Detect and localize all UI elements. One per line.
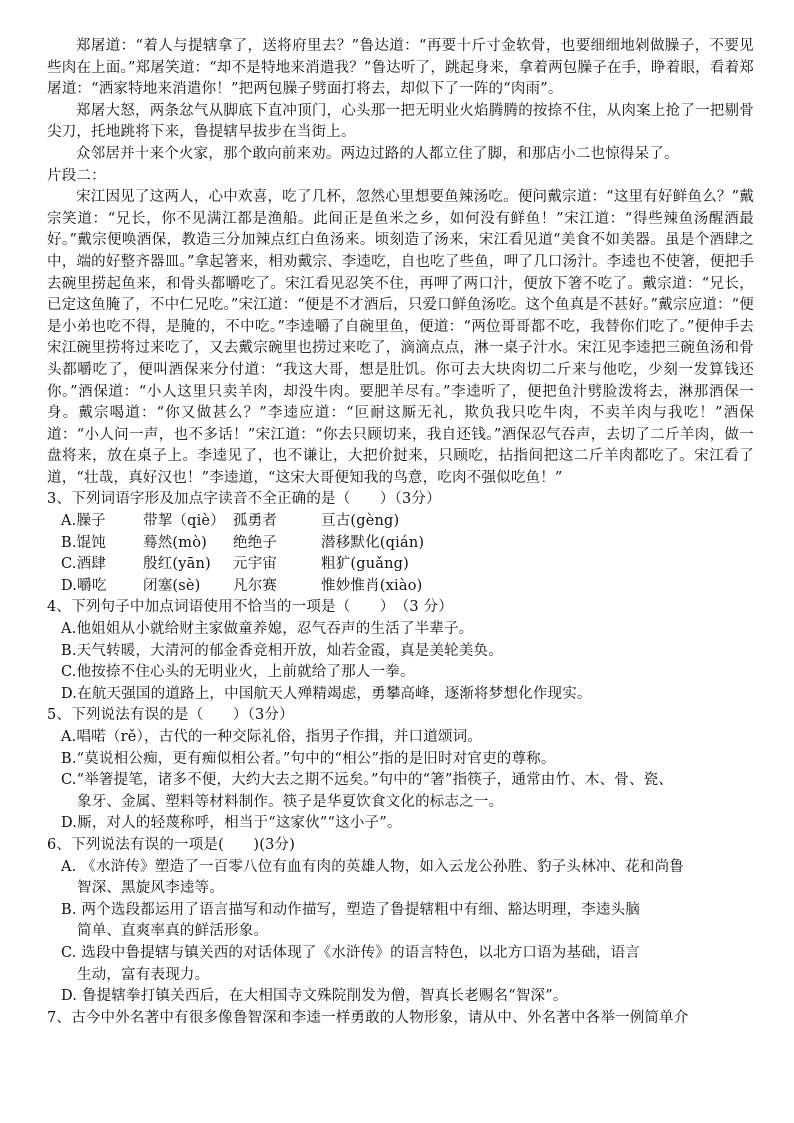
question-5-option-c: C.“举箸提笔，诸多不便，大约大去之期不远矣。”句中的“箸”指筷子，通常由竹、木、骨、瓷、 (61, 772, 674, 789)
question-5-stem: 5、下列说法有误的是（ ）（3分） (47, 707, 294, 724)
question-4-option-b: B.天气转暖，大清河的郁金香竞相开放，灿若金霞，真是美轮美奂。 (61, 642, 503, 659)
question-4-stem: 4、下列句子中加点词语使用不恰当的一项是（ ） （3 分） (47, 599, 454, 616)
passage-paragraph-3: 众邻居并十来个火家，那个敢向前来劝。两边过路的人都立住了脚，和那店小二也惊得呆了。 (76, 145, 679, 162)
question-5-option-d: D.厮，对人的轻蔑称呼，相当于“这家伙”“这小子”。 (61, 815, 402, 832)
question-6-option-d: D. 鲁提辖拳打镇关西后，在大相国寺文殊院削发为僧，智真长老赐名“智深”。 (61, 988, 568, 1005)
fragment-2-label: 片段二： (47, 167, 106, 184)
passage-paragraph-2: 郑屠大怒，两条忿气从脚底下直冲顶门，心头那一把无明业火焰腾腾的按捺不住，从肉案上抢了一把剔骨尖刀，托地跳将下来，鲁提辖早拔步在当街上。 (47, 102, 754, 141)
question-3-option-a: A.臊子 带挈（qiè） 孤勇者 亘古(gèng) (61, 513, 400, 530)
question-6-option-c: C. 选段中鲁提辖与镇关西的对话体现了《水浒传》的语言特色，以北方口语为基础，语言 (61, 944, 640, 961)
question-3-option-b: B.馄饨 蓦然(mò) 绝绝子 潜移默化(qián) (61, 534, 425, 551)
question-6 (47, 835, 754, 1008)
question-5 (47, 705, 754, 835)
question-5-option-a: A.唱喏（rě），古代的一种交际礼俗，指男子作揖，并口道颂词。 (61, 729, 483, 745)
question-4-option-d: D.在航天强国的道路上，中国航天人殚精竭虑，勇攀高峰，逐渐将梦想化作现实。 (61, 685, 592, 702)
question-5-option-c-continued: 象牙、金属、塑料等材料制作。筷子是华夏饮食文化的标志之一。 (77, 793, 504, 810)
question-6-stem: 6、下列说法有误的一项是( )(3分) (47, 836, 296, 853)
question-3-stem: 3、下列词语字形及加点字读音不全正确的是（ ）（3分） (47, 491, 441, 508)
question-6-option-c-continued: 生动，富有表现力。 (77, 966, 210, 983)
question-3 (47, 489, 754, 597)
passage-paragraph-4: 宋江因见了这两人，心中欢喜，吃了几杯，忽然心里想要鱼辣汤吃。便问戴宗道：“这里有好鲜鱼么？”戴宗笑道：“兄长，你不见满江都是渔船。此间正是鱼米之乡，如何没有鲜鱼！”宋江道：“得些辣鱼汤醒酒最好。”戴宗便唤酒保，教造三分加辣点红白鱼汤来。顷刻造了汤来，宋江看见道“美食不如美器。虽是个酒肆之中，端的好整齐器皿。”拿起箸来，相劝戴宗、李逵吃，自也吃了些鱼，呷了几口汤汁。李逵也不使箸，便把手去碗里捞起鱼来，和骨头都嚼吃了。宋江看见忍笑不住，再呷了两口汁，便放下箸不吃了。戴宗道：“兄长，已定这鱼腌了，不中仁兄吃。”宋江道：“便是不才酒后，只爱口鲜鱼汤吃。这个鱼真是不甚好。”戴宗应道：“便是小弟也吃不得，是腌的，不中吃。”李逵嚼了自碗里鱼，便道：“两位哥哥都不吃，我替你们吃了。”便伸手去宋江碗里捞将过来吃了，又去戴宗碗里也捞过来吃了，滴滴点点，淋一桌子汁水。宋江见李逵把三碗鱼汤和骨头都嚼吃了，便叫酒保来分付道：“我这大哥，想是肚饥。你可去大块肉切二斤来与他吃，少刻一发算钱还你。”酒保道：“小人这里只卖羊肉，却没牛肉。要肥羊尽有。”李逵听了，便把鱼汁劈脸泼将去，淋那酒保一身。戴宗喝道：“你又做甚么？”李逵应道：“叵耐这厮无礼，欺负我只吃牛肉，不卖羊肉与我吃！”酒保道：“小人问一声，也不多话！”宋江道：“你去只顾切来，我自还钱。”酒保忍气吞声，去切了二斤羊肉，做一盘将来，放在桌子上。李逵见了，也不谦让，大把价挝来，只顾吃，拈指间把这二斤羊肉都吃了。宋江看了道，“壮哉，真好汉也！”李逵道，“这宋大哥便知我的鸟意，吃肉不强似吃鱼！” (47, 189, 754, 486)
question-4-option-a: A.他姐姐从小就给财主家做童养媳，忍气吞声的生活了半辈子。 (61, 621, 474, 638)
question-5-option-b: B.“莫说相公痴，更有痴似相公者。”句中的“相公”指的是旧时对官吏的尊称。 (61, 750, 556, 767)
question-4 (47, 597, 754, 705)
question-3-option-d: D.嚼吃 闭塞(sè) 凡尔赛 惟妙惟肖(xiào) (61, 577, 423, 594)
question-6-option-b-continued: 简单、直爽率真的鲜活形象。 (77, 923, 269, 940)
passage-paragraph-1: 郑屠道：“着人与提辖拿了，送将府里去？”鲁达道：“再要十斤寸金软骨，也要细细地剁做臊子，不要见些肉在上面。”郑屠笑道：“却不是特地来消遣我？”鲁达听了，跳起身来，拿着两包臊子在手，睁着眼，看着郑屠道：“洒家特地来消遣你！”把两包臊子劈面打将去，却似下了一阵的“肉雨”。 (47, 38, 754, 98)
question-4-option-c: C.他按捺不住心头的无明业火，上前就给了那人一拳。 (61, 664, 415, 681)
question-3-option-c: C.酒肆 殷红(yān) 元宇宙 粗犷(guǎng) (61, 556, 409, 573)
question-6-option-b: B. 两个选段都运用了语言描写和动作描写，塑造了鲁提辖粗中有细、豁达明理，李逵头脑 (61, 901, 641, 918)
question-6-option-a: A. 《水浒传》塑造了一百零八位有血有肉的英雄人物，如入云龙公孙胜、豹子头林冲、花和尚鲁 (61, 858, 684, 875)
question-7-stem: 7、古今中外名著中有很多像鲁智深和李逵一样勇敢的人物形象，请从中、外名著中各举一例简单介 (47, 1009, 689, 1026)
question-6-option-a-continued: 智深、黑旋风李逵等。 (77, 880, 224, 897)
